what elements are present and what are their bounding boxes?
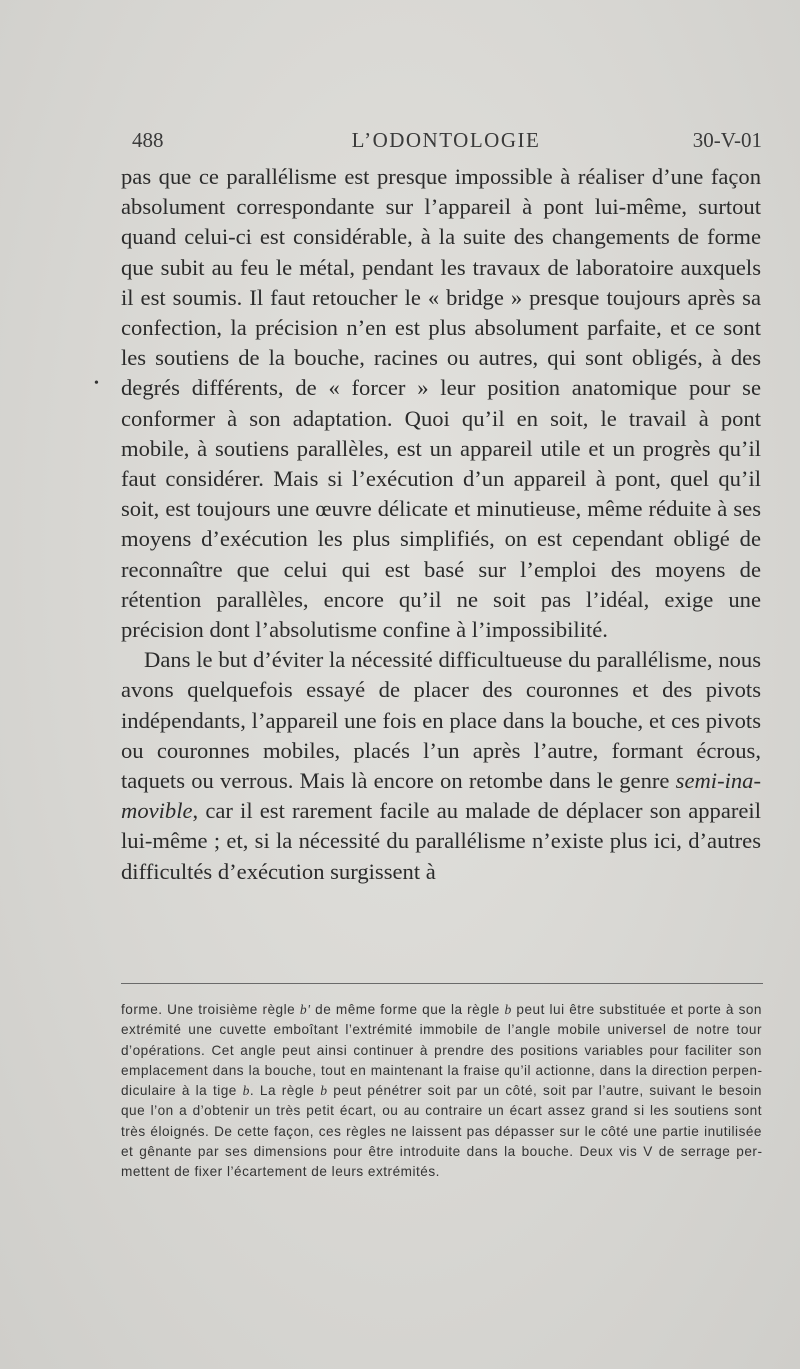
margin-bullet: • [94,376,99,391]
paragraph-2-text-a: Dans le but d’éviter la nécessité difficultueuse du parallélisme, nous avons quelquefois essayé de placer des couronnes et des pivots indépendants, l’appareil une fois en place dans la bouche, et ces pivots ou couronnes mobiles, placés l’un après l’autre, formant écrous, taquets ou verrous. Mais là encore on retombe dans le genre [121,647,761,794]
footnote-text-4: . La règle [249,1083,321,1099]
footnote-rule [121,983,763,984]
paragraph-2-italic: semi-inamovible [121,768,761,824]
footnote [121,1000,762,1183]
footnote-italic-b-3: b [320,1083,328,1099]
footnote-text-3: peut lui être substituée et porte à son extrémité une cuvette emboîtant l’extrémité immobile de l’angle mobile universel de notre tour d’opérations. Cet angle peut ainsi continuer à prendre des positions variables pour faciliter son emplacement dans la bouche, tout en maintenant la fraise qu’il actionne, dans la direction perpendiculaire à la tige [121,1002,762,1099]
paragraph-1 [121,162,761,645]
running-header [130,128,762,158]
footnote-italic-b-1: b [504,1002,512,1017]
footnote-italic-b-2: b [242,1083,250,1099]
paragraph-1-text: pas que ce parallélisme est presque impossible à réaliser d’une façon absolument correspondante sur l’appareil à pont lui-même, surtout quand celui-ci est considérable, à la suite des changements de forme que subit au feu le métal, pendant les travaux de laboratoire auxquels il est soumis. Il faut retoucher le « bridge » presque toujours après sa confection, la précision n’en est plus absolument parfaite, et ce sont les soutiens de la bouche, racines ou autres, qui sont obligés, à des degrés différents, de « forcer » leur position anatomique pour se conformer à son adaptation. Quoi qu’il en soit, le travail à pont mobile, à soutiens parallèles, est un appareil utile et un progrès qu’il faut considérer. Mais si l’exécution d’un appareil à pont, quel qu’il soit, est toujours une œuvre délicate et minutieuse, même réduite à ses moyens d’exécution les plus simplifiés, on est cependant obligé de reconnaître que celui qui est basé sur l’emploi des moyens de rétention parallèles, encore qu’il ne soit pas l’idéal, exige une précision dont l’absolutisme confine à l’impossibilité. [121,164,761,643]
paragraph-2-text-b: , car il est rarement facile au malade de déplacer son appareil lui-même ; et, si la nécessité du parallélisme n’existe plus ici, d’autres difficultés d’exécution surgissent à [121,798,761,884]
paragraph-2 [121,645,761,887]
journal-title: L’ODONTOLOGIE [351,128,541,152]
footnote-text-1: forme. Une troisième règle [121,1002,300,1017]
footnote-text-5: peut pénétrer soit par un côté, soit par l’autre, suivant le besoin que l’on a d’obtenir un très petit écart, ou au contraire un écart assez grand si les soutiens sont très éloignés. De cette façon, ces règles ne laissent pas dépasser sur le côté une partie inutilisée et gênante par ses dimensions pour être introduite dans la bouche. Deux vis V de serrage permettent de fixer l’écartement de leurs extrémités. [121,1083,762,1180]
page-number: 488 [132,128,164,152]
footnote-text-2: de même forme que la règle [310,1002,505,1017]
main-text [121,162,761,887]
issue-date: 30-V-01 [692,128,762,152]
footnote-italic-b-prime: b' [299,1002,311,1017]
